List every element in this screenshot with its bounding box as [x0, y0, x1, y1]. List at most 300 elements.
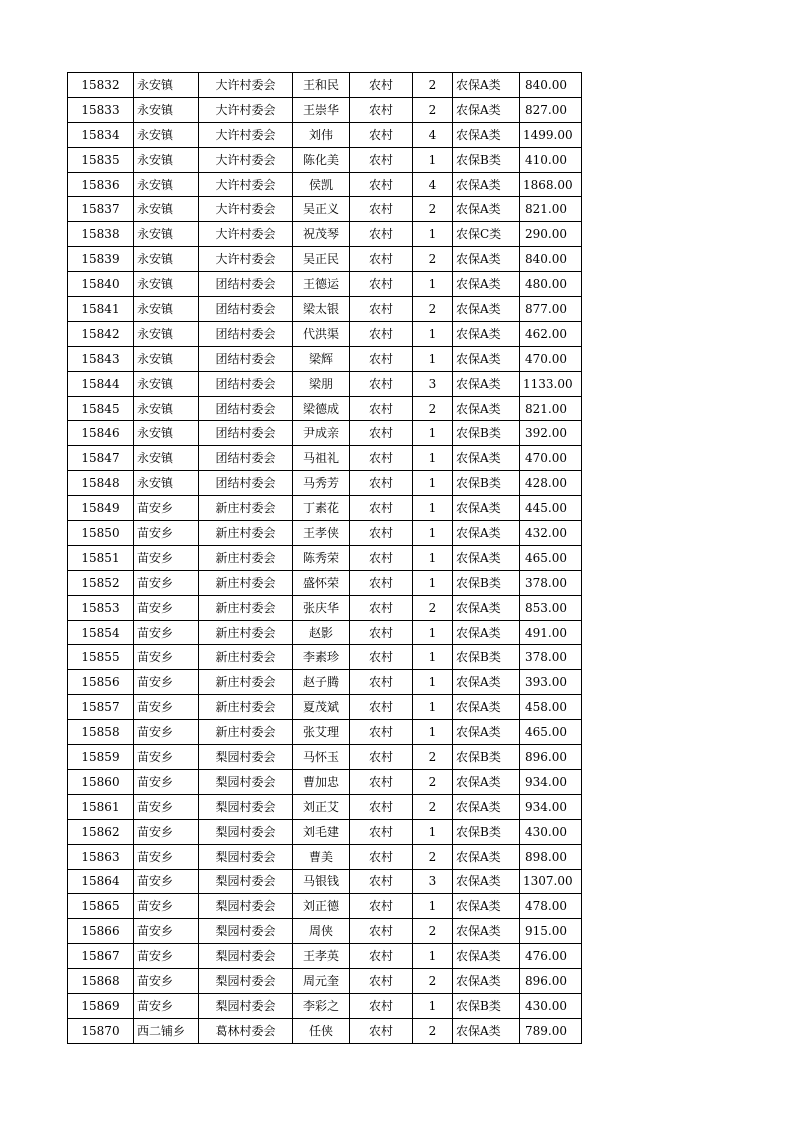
village-committee-cell: 团结村委会: [199, 471, 293, 496]
amount-cell: 432.00: [520, 521, 582, 546]
record-id-cell: 15836: [68, 172, 134, 197]
amount-cell: 378.00: [520, 570, 582, 595]
amount-cell: 853.00: [520, 595, 582, 620]
village-committee-cell: 大许村委会: [199, 73, 293, 98]
area-type-cell: 农村: [350, 471, 413, 496]
area-type-cell: 农村: [350, 321, 413, 346]
table-row: [68, 1018, 582, 1043]
area-type-cell: 农村: [350, 222, 413, 247]
table-row: [68, 297, 582, 322]
township-cell: 苗安乡: [134, 969, 199, 994]
table-row: [68, 745, 582, 770]
insurance-category-cell: 农保A类: [453, 122, 520, 147]
village-committee-cell: 团结村委会: [199, 297, 293, 322]
area-type-cell: 农村: [350, 122, 413, 147]
amount-cell: 410.00: [520, 147, 582, 172]
amount-cell: 470.00: [520, 346, 582, 371]
insurance-category-cell: 农保A类: [453, 197, 520, 222]
resident-name-cell: 李彩之: [293, 993, 350, 1018]
resident-name-cell: 王孝侠: [293, 521, 350, 546]
insurance-category-cell: 农保A类: [453, 844, 520, 869]
area-type-cell: 农村: [350, 396, 413, 421]
insurance-category-cell: 农保A类: [453, 247, 520, 272]
amount-cell: 840.00: [520, 73, 582, 98]
amount-cell: 465.00: [520, 720, 582, 745]
resident-name-cell: 王德运: [293, 272, 350, 297]
amount-cell: 827.00: [520, 97, 582, 122]
insurance-category-cell: 农保B类: [453, 471, 520, 496]
insurance-category-cell: 农保A类: [453, 321, 520, 346]
resident-name-cell: 陈秀荣: [293, 545, 350, 570]
amount-cell: 896.00: [520, 745, 582, 770]
insurance-category-cell: 农保B类: [453, 819, 520, 844]
township-cell: 永安镇: [134, 346, 199, 371]
member-count-cell: 1: [413, 471, 453, 496]
area-type-cell: 农村: [350, 645, 413, 670]
member-count-cell: 2: [413, 197, 453, 222]
record-id-cell: 15833: [68, 97, 134, 122]
member-count-cell: 1: [413, 570, 453, 595]
member-count-cell: 1: [413, 446, 453, 471]
amount-cell: 462.00: [520, 321, 582, 346]
record-id-cell: 15857: [68, 695, 134, 720]
area-type-cell: 农村: [350, 247, 413, 272]
table-row: [68, 496, 582, 521]
area-type-cell: 农村: [350, 670, 413, 695]
welfare-roster-table: [67, 72, 582, 1044]
record-id-cell: 15868: [68, 969, 134, 994]
member-count-cell: 2: [413, 919, 453, 944]
member-count-cell: 2: [413, 97, 453, 122]
record-id-cell: 15845: [68, 396, 134, 421]
township-cell: 苗安乡: [134, 794, 199, 819]
area-type-cell: 农村: [350, 993, 413, 1018]
insurance-category-cell: 农保A类: [453, 272, 520, 297]
amount-cell: 290.00: [520, 222, 582, 247]
record-id-cell: 15853: [68, 595, 134, 620]
record-id-cell: 15869: [68, 993, 134, 1018]
village-committee-cell: 大许村委会: [199, 147, 293, 172]
resident-name-cell: 吴正义: [293, 197, 350, 222]
record-id-cell: 15844: [68, 371, 134, 396]
village-committee-cell: 新庄村委会: [199, 521, 293, 546]
village-committee-cell: 团结村委会: [199, 346, 293, 371]
table-row: [68, 844, 582, 869]
village-committee-cell: 团结村委会: [199, 421, 293, 446]
record-id-cell: 15867: [68, 944, 134, 969]
member-count-cell: 2: [413, 969, 453, 994]
insurance-category-cell: 农保A类: [453, 545, 520, 570]
resident-name-cell: 刘毛建: [293, 819, 350, 844]
resident-name-cell: 李素珍: [293, 645, 350, 670]
township-cell: 苗安乡: [134, 844, 199, 869]
township-cell: 苗安乡: [134, 496, 199, 521]
village-committee-cell: 梨园村委会: [199, 993, 293, 1018]
resident-name-cell: 祝茂琴: [293, 222, 350, 247]
table-row: [68, 147, 582, 172]
township-cell: 永安镇: [134, 272, 199, 297]
insurance-category-cell: 农保A类: [453, 1018, 520, 1043]
resident-name-cell: 张庆华: [293, 595, 350, 620]
resident-name-cell: 夏茂斌: [293, 695, 350, 720]
area-type-cell: 农村: [350, 297, 413, 322]
insurance-category-cell: 农保A类: [453, 620, 520, 645]
village-committee-cell: 团结村委会: [199, 396, 293, 421]
record-id-cell: 15850: [68, 521, 134, 546]
record-id-cell: 15852: [68, 570, 134, 595]
village-committee-cell: 大许村委会: [199, 222, 293, 247]
township-cell: 苗安乡: [134, 819, 199, 844]
amount-cell: 430.00: [520, 993, 582, 1018]
insurance-category-cell: 农保A类: [453, 97, 520, 122]
resident-name-cell: 赵影: [293, 620, 350, 645]
amount-cell: 821.00: [520, 396, 582, 421]
resident-name-cell: 刘正德: [293, 894, 350, 919]
member-count-cell: 2: [413, 794, 453, 819]
village-committee-cell: 葛林村委会: [199, 1018, 293, 1043]
resident-name-cell: 张艾理: [293, 720, 350, 745]
member-count-cell: 1: [413, 272, 453, 297]
insurance-category-cell: 农保A类: [453, 446, 520, 471]
township-cell: 永安镇: [134, 247, 199, 272]
insurance-category-cell: 农保A类: [453, 794, 520, 819]
insurance-category-cell: 农保A类: [453, 172, 520, 197]
area-type-cell: 农村: [350, 919, 413, 944]
table-row: [68, 545, 582, 570]
table-row: [68, 595, 582, 620]
resident-name-cell: 吴正民: [293, 247, 350, 272]
village-committee-cell: 梨园村委会: [199, 969, 293, 994]
insurance-category-cell: 农保A类: [453, 695, 520, 720]
amount-cell: 821.00: [520, 197, 582, 222]
amount-cell: 934.00: [520, 769, 582, 794]
village-committee-cell: 团结村委会: [199, 371, 293, 396]
amount-cell: 470.00: [520, 446, 582, 471]
area-type-cell: 农村: [350, 1018, 413, 1043]
table-row: [68, 944, 582, 969]
area-type-cell: 农村: [350, 894, 413, 919]
table-row: [68, 969, 582, 994]
village-committee-cell: 大许村委会: [199, 122, 293, 147]
township-cell: 苗安乡: [134, 894, 199, 919]
insurance-category-cell: 农保B类: [453, 570, 520, 595]
resident-name-cell: 梁辉: [293, 346, 350, 371]
member-count-cell: 1: [413, 720, 453, 745]
township-cell: 永安镇: [134, 222, 199, 247]
member-count-cell: 1: [413, 670, 453, 695]
member-count-cell: 1: [413, 421, 453, 446]
resident-name-cell: 马银钱: [293, 869, 350, 894]
village-committee-cell: 大许村委会: [199, 197, 293, 222]
amount-cell: 789.00: [520, 1018, 582, 1043]
member-count-cell: 1: [413, 346, 453, 371]
table-row: [68, 321, 582, 346]
amount-cell: 378.00: [520, 645, 582, 670]
insurance-category-cell: 农保A类: [453, 521, 520, 546]
insurance-category-cell: 农保A类: [453, 371, 520, 396]
village-committee-cell: 新庄村委会: [199, 545, 293, 570]
township-cell: 永安镇: [134, 147, 199, 172]
area-type-cell: 农村: [350, 720, 413, 745]
township-cell: 永安镇: [134, 297, 199, 322]
member-count-cell: 3: [413, 371, 453, 396]
area-type-cell: 农村: [350, 545, 413, 570]
township-cell: 永安镇: [134, 172, 199, 197]
amount-cell: 393.00: [520, 670, 582, 695]
member-count-cell: 2: [413, 297, 453, 322]
insurance-category-cell: 农保A类: [453, 396, 520, 421]
resident-name-cell: 侯凯: [293, 172, 350, 197]
area-type-cell: 农村: [350, 421, 413, 446]
area-type-cell: 农村: [350, 595, 413, 620]
insurance-category-cell: 农保C类: [453, 222, 520, 247]
table-row: [68, 570, 582, 595]
table-row: [68, 122, 582, 147]
township-cell: 苗安乡: [134, 595, 199, 620]
amount-cell: 445.00: [520, 496, 582, 521]
amount-cell: 476.00: [520, 944, 582, 969]
area-type-cell: 农村: [350, 272, 413, 297]
amount-cell: 458.00: [520, 695, 582, 720]
amount-cell: 898.00: [520, 844, 582, 869]
record-id-cell: 15861: [68, 794, 134, 819]
area-type-cell: 农村: [350, 346, 413, 371]
table-row: [68, 794, 582, 819]
township-cell: 永安镇: [134, 446, 199, 471]
amount-cell: 934.00: [520, 794, 582, 819]
record-id-cell: 15862: [68, 819, 134, 844]
insurance-category-cell: 农保A类: [453, 297, 520, 322]
area-type-cell: 农村: [350, 496, 413, 521]
resident-name-cell: 马秀芳: [293, 471, 350, 496]
resident-name-cell: 王和民: [293, 73, 350, 98]
village-committee-cell: 新庄村委会: [199, 496, 293, 521]
resident-name-cell: 梁朋: [293, 371, 350, 396]
township-cell: 永安镇: [134, 396, 199, 421]
table-row: [68, 471, 582, 496]
township-cell: 苗安乡: [134, 645, 199, 670]
area-type-cell: 农村: [350, 521, 413, 546]
amount-cell: 428.00: [520, 471, 582, 496]
record-id-cell: 15834: [68, 122, 134, 147]
table-row: [68, 720, 582, 745]
record-id-cell: 15866: [68, 919, 134, 944]
table-body: [68, 73, 582, 1044]
township-cell: 永安镇: [134, 97, 199, 122]
village-committee-cell: 团结村委会: [199, 272, 293, 297]
resident-name-cell: 刘正艾: [293, 794, 350, 819]
area-type-cell: 农村: [350, 446, 413, 471]
resident-name-cell: 王崇华: [293, 97, 350, 122]
member-count-cell: 1: [413, 321, 453, 346]
record-id-cell: 15864: [68, 869, 134, 894]
village-committee-cell: 梨园村委会: [199, 745, 293, 770]
township-cell: 苗安乡: [134, 944, 199, 969]
member-count-cell: 2: [413, 595, 453, 620]
township-cell: 苗安乡: [134, 570, 199, 595]
area-type-cell: 农村: [350, 769, 413, 794]
member-count-cell: 1: [413, 819, 453, 844]
amount-cell: 840.00: [520, 247, 582, 272]
village-committee-cell: 新庄村委会: [199, 670, 293, 695]
record-id-cell: 15835: [68, 147, 134, 172]
table-row: [68, 97, 582, 122]
record-id-cell: 15842: [68, 321, 134, 346]
township-cell: 西二铺乡: [134, 1018, 199, 1043]
table-row: [68, 247, 582, 272]
amount-cell: 915.00: [520, 919, 582, 944]
township-cell: 苗安乡: [134, 545, 199, 570]
record-id-cell: 15848: [68, 471, 134, 496]
village-committee-cell: 大许村委会: [199, 97, 293, 122]
table-row: [68, 222, 582, 247]
township-cell: 苗安乡: [134, 869, 199, 894]
township-cell: 永安镇: [134, 321, 199, 346]
area-type-cell: 农村: [350, 197, 413, 222]
table-row: [68, 172, 582, 197]
record-id-cell: 15849: [68, 496, 134, 521]
resident-name-cell: 丁素花: [293, 496, 350, 521]
member-count-cell: 2: [413, 73, 453, 98]
record-id-cell: 15855: [68, 645, 134, 670]
table-row: [68, 346, 582, 371]
village-committee-cell: 梨园村委会: [199, 869, 293, 894]
record-id-cell: 15856: [68, 670, 134, 695]
table-row: [68, 993, 582, 1018]
township-cell: 苗安乡: [134, 670, 199, 695]
insurance-category-cell: 农保A类: [453, 346, 520, 371]
resident-name-cell: 曹美: [293, 844, 350, 869]
record-id-cell: 15851: [68, 545, 134, 570]
amount-cell: 877.00: [520, 297, 582, 322]
township-cell: 永安镇: [134, 197, 199, 222]
area-type-cell: 农村: [350, 969, 413, 994]
area-type-cell: 农村: [350, 794, 413, 819]
village-committee-cell: 梨园村委会: [199, 819, 293, 844]
insurance-category-cell: 农保A类: [453, 720, 520, 745]
member-count-cell: 1: [413, 222, 453, 247]
table-row: [68, 396, 582, 421]
table-row: [68, 620, 582, 645]
township-cell: 苗安乡: [134, 919, 199, 944]
resident-name-cell: 盛怀荣: [293, 570, 350, 595]
township-cell: 永安镇: [134, 471, 199, 496]
area-type-cell: 农村: [350, 819, 413, 844]
amount-cell: 480.00: [520, 272, 582, 297]
area-type-cell: 农村: [350, 172, 413, 197]
insurance-category-cell: 农保A类: [453, 944, 520, 969]
insurance-category-cell: 农保B类: [453, 745, 520, 770]
member-count-cell: 2: [413, 769, 453, 794]
member-count-cell: 4: [413, 172, 453, 197]
village-committee-cell: 新庄村委会: [199, 570, 293, 595]
area-type-cell: 农村: [350, 570, 413, 595]
insurance-category-cell: 农保A类: [453, 969, 520, 994]
amount-cell: 896.00: [520, 969, 582, 994]
record-id-cell: 15847: [68, 446, 134, 471]
township-cell: 苗安乡: [134, 521, 199, 546]
table-row: [68, 521, 582, 546]
table-row: [68, 446, 582, 471]
area-type-cell: 农村: [350, 371, 413, 396]
resident-name-cell: 任侠: [293, 1018, 350, 1043]
table-row: [68, 73, 582, 98]
record-id-cell: 15837: [68, 197, 134, 222]
amount-cell: 430.00: [520, 819, 582, 844]
record-id-cell: 15859: [68, 745, 134, 770]
resident-name-cell: 刘伟: [293, 122, 350, 147]
table-row: [68, 645, 582, 670]
township-cell: 永安镇: [134, 421, 199, 446]
village-committee-cell: 新庄村委会: [199, 720, 293, 745]
record-id-cell: 15841: [68, 297, 134, 322]
insurance-category-cell: 农保B类: [453, 645, 520, 670]
member-count-cell: 1: [413, 147, 453, 172]
insurance-category-cell: 农保A类: [453, 769, 520, 794]
table-row: [68, 919, 582, 944]
member-count-cell: 1: [413, 993, 453, 1018]
village-committee-cell: 新庄村委会: [199, 695, 293, 720]
area-type-cell: 农村: [350, 944, 413, 969]
village-committee-cell: 梨园村委会: [199, 944, 293, 969]
member-count-cell: 2: [413, 396, 453, 421]
record-id-cell: 15860: [68, 769, 134, 794]
table-row: [68, 769, 582, 794]
amount-cell: 1307.00: [520, 869, 582, 894]
area-type-cell: 农村: [350, 869, 413, 894]
village-committee-cell: 新庄村委会: [199, 645, 293, 670]
village-committee-cell: 梨园村委会: [199, 769, 293, 794]
member-count-cell: 1: [413, 894, 453, 919]
table-row: [68, 371, 582, 396]
table-row: [68, 272, 582, 297]
insurance-category-cell: 农保A类: [453, 496, 520, 521]
resident-name-cell: 陈化美: [293, 147, 350, 172]
record-id-cell: 15839: [68, 247, 134, 272]
record-id-cell: 15863: [68, 844, 134, 869]
area-type-cell: 农村: [350, 844, 413, 869]
amount-cell: 1868.00: [520, 172, 582, 197]
member-count-cell: 1: [413, 695, 453, 720]
record-id-cell: 15854: [68, 620, 134, 645]
insurance-category-cell: 农保A类: [453, 919, 520, 944]
member-count-cell: 1: [413, 496, 453, 521]
table-row: [68, 869, 582, 894]
insurance-category-cell: 农保B类: [453, 147, 520, 172]
resident-name-cell: 赵子腾: [293, 670, 350, 695]
township-cell: 苗安乡: [134, 620, 199, 645]
insurance-category-cell: 农保A类: [453, 670, 520, 695]
insurance-category-cell: 农保B类: [453, 421, 520, 446]
member-count-cell: 1: [413, 521, 453, 546]
insurance-category-cell: 农保A类: [453, 894, 520, 919]
resident-name-cell: 梁太银: [293, 297, 350, 322]
member-count-cell: 1: [413, 620, 453, 645]
table-row: [68, 695, 582, 720]
insurance-category-cell: 农保A类: [453, 869, 520, 894]
village-committee-cell: 大许村委会: [199, 172, 293, 197]
record-id-cell: 15858: [68, 720, 134, 745]
record-id-cell: 15846: [68, 421, 134, 446]
area-type-cell: 农村: [350, 147, 413, 172]
area-type-cell: 农村: [350, 745, 413, 770]
resident-name-cell: 代洪渠: [293, 321, 350, 346]
record-id-cell: 15840: [68, 272, 134, 297]
township-cell: 永安镇: [134, 122, 199, 147]
village-committee-cell: 新庄村委会: [199, 595, 293, 620]
record-id-cell: 15838: [68, 222, 134, 247]
village-committee-cell: 梨园村委会: [199, 894, 293, 919]
